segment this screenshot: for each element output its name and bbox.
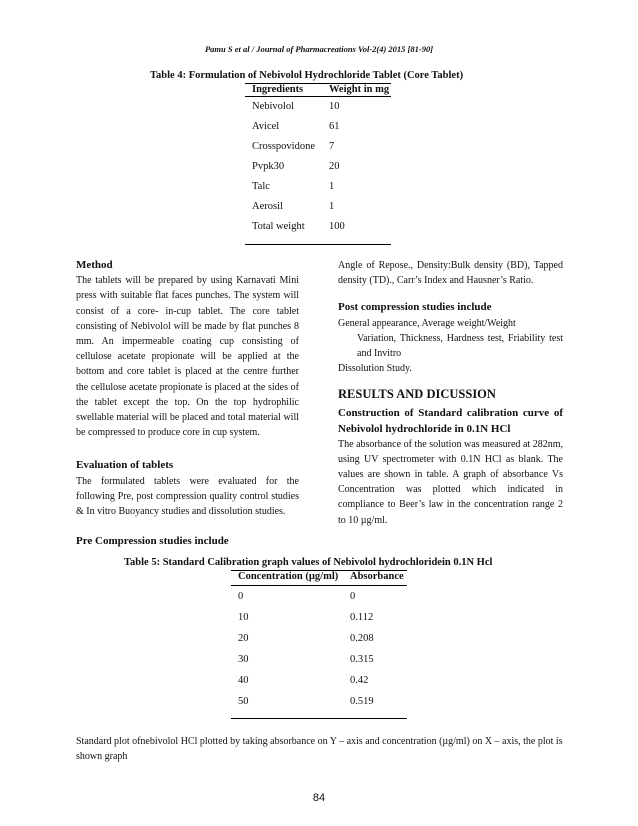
table5-cell: 0.519	[350, 695, 374, 707]
construction-heading: Construction of Standard calibration curve of Nebivolol hydrochloride in 0.1N HCl	[338, 406, 563, 435]
table-row	[245, 137, 391, 157]
table-row	[231, 628, 407, 649]
table-row	[231, 691, 407, 712]
method-heading: Method	[76, 259, 113, 271]
table4-grid	[245, 83, 391, 237]
evaluation-paragraph: The formulated tablets were evaluated for the following Pre, post compression quality control studies & In vitro Buoyancy studies and dissolution studies.	[76, 475, 299, 518]
table4-cell: 1	[329, 201, 335, 212]
table4-cell: 1	[329, 181, 335, 192]
table4-cell: Nebivolol	[252, 101, 294, 113]
table4-cell: 100	[329, 221, 345, 232]
table4-cell: Crosspovidone	[252, 141, 315, 152]
pre-compression-heading: Pre Compression studies include	[76, 535, 229, 548]
table5-caption: Table 5: Standard Calibration graph values of Nebivolol hydrochloridein 0.1N Hcl	[124, 557, 493, 568]
table5-cell: 0	[350, 590, 356, 602]
table4	[245, 83, 391, 237]
table4-cell: Talc	[252, 181, 270, 192]
table4-cell: 10	[329, 101, 340, 113]
table-row	[231, 649, 407, 670]
table5-bottom-rule	[231, 718, 407, 719]
table5-cell: 0.315	[350, 653, 374, 665]
table4-cell: Total weight	[252, 221, 305, 232]
table5-cell: 0.112	[350, 611, 374, 623]
table4-caption: Table 4: Formulation of Nebivolol Hydrochloride Tablet (Core Tablet)	[150, 70, 464, 81]
table4-cell: 7	[329, 141, 335, 152]
evaluation-heading: Evaluation of tablets	[76, 459, 174, 472]
table-row	[245, 177, 391, 197]
post-compression-line: General appearance, Average weight/Weight	[338, 317, 516, 329]
running-header: Pamu S et al / Journal of Pharmacreations Vol-2(4) 2015 [81-90]	[204, 44, 434, 54]
table-row	[231, 670, 407, 691]
table4-cell: 61	[329, 121, 340, 132]
table5-col-concentration: Concentration (µg/ml)	[231, 571, 350, 586]
standard-plot-paragraph: Standard plot ofnebivolol HCl plotted by taking absorbance on Y – axis and concentration (µg/ml) on X – axis, the plot is shown graph	[76, 736, 563, 763]
table-row	[231, 586, 407, 607]
table-row	[245, 97, 391, 117]
table4-cell: 20	[329, 161, 340, 172]
method-paragraph: The tablets will be prepared by using Karnavati Mini press with suitable flat faces punches. The system will consist of a core- in-cup tablet. The core tablet consisting of Nebivolol will be made by flat punches 8 mm. An impermeable coating cup consisting of cellulose acetate propionate will be applied at the bottom and core tablet is placed at the centre further the cellulose acetate propionate is placed at the sides of the tablet except the top. On the top hydrophilic swellable material will be placed and total material will be compressed to produce core in cup system.	[76, 275, 299, 439]
table5-cell: 10	[238, 611, 249, 623]
table4-cell: Aerosil	[252, 201, 283, 212]
table-row	[245, 197, 391, 217]
results-heading: RESULTS AND DICUSSION	[338, 387, 496, 402]
table5-cell: 0.208	[350, 632, 374, 644]
table-row	[245, 117, 391, 137]
table5-header-row	[231, 571, 407, 586]
post-compression-line: Variation, Thickness, Hardness test, Friability test and Invitro	[357, 332, 563, 360]
left-column	[76, 258, 299, 549]
table4-col-weight: Weight in mg	[329, 84, 390, 95]
right-column	[338, 258, 563, 528]
table5-cell: 0.42	[350, 674, 369, 686]
post-compression-heading: Post compression studies include	[338, 301, 492, 314]
results-paragraph: The absorbance of the solution was measured at 282nm, using UV spectrometer with 0.1N HCl as blank. The values are shown in table. A graph of absorbance Vs Concentration was plotted which indicated in compliance to Beer’s law in the concentration range 2 to 10 µg/ml.	[338, 438, 563, 526]
pre-compression-paragraph: Angle of Repose., Density:Bulk density (BD), Tapped density (TD)., Carr’s Index and Hausner’s Ratio.	[338, 260, 563, 287]
table4-bottom-rule	[245, 244, 391, 245]
table5	[231, 570, 407, 712]
table5-col-absorbance: Absorbance	[350, 571, 407, 586]
table5-cell: 30	[238, 653, 249, 665]
table4-header-row	[245, 84, 391, 97]
table4-col-ingredients: Ingredients	[245, 84, 329, 97]
post-compression-line: Dissolution Study.	[338, 363, 412, 375]
page-number: 84	[312, 792, 326, 804]
table-row	[231, 607, 407, 628]
table5-cell: 40	[238, 674, 249, 686]
table4-cell: Avicel	[252, 121, 280, 132]
table-row	[245, 217, 391, 237]
table-row	[245, 157, 391, 177]
table5-grid	[231, 570, 407, 712]
table4-cell: Pvpk30	[252, 161, 285, 172]
table5-cell: 0	[238, 590, 244, 602]
table5-cell: 50	[238, 695, 249, 707]
table5-cell: 20	[238, 632, 249, 644]
